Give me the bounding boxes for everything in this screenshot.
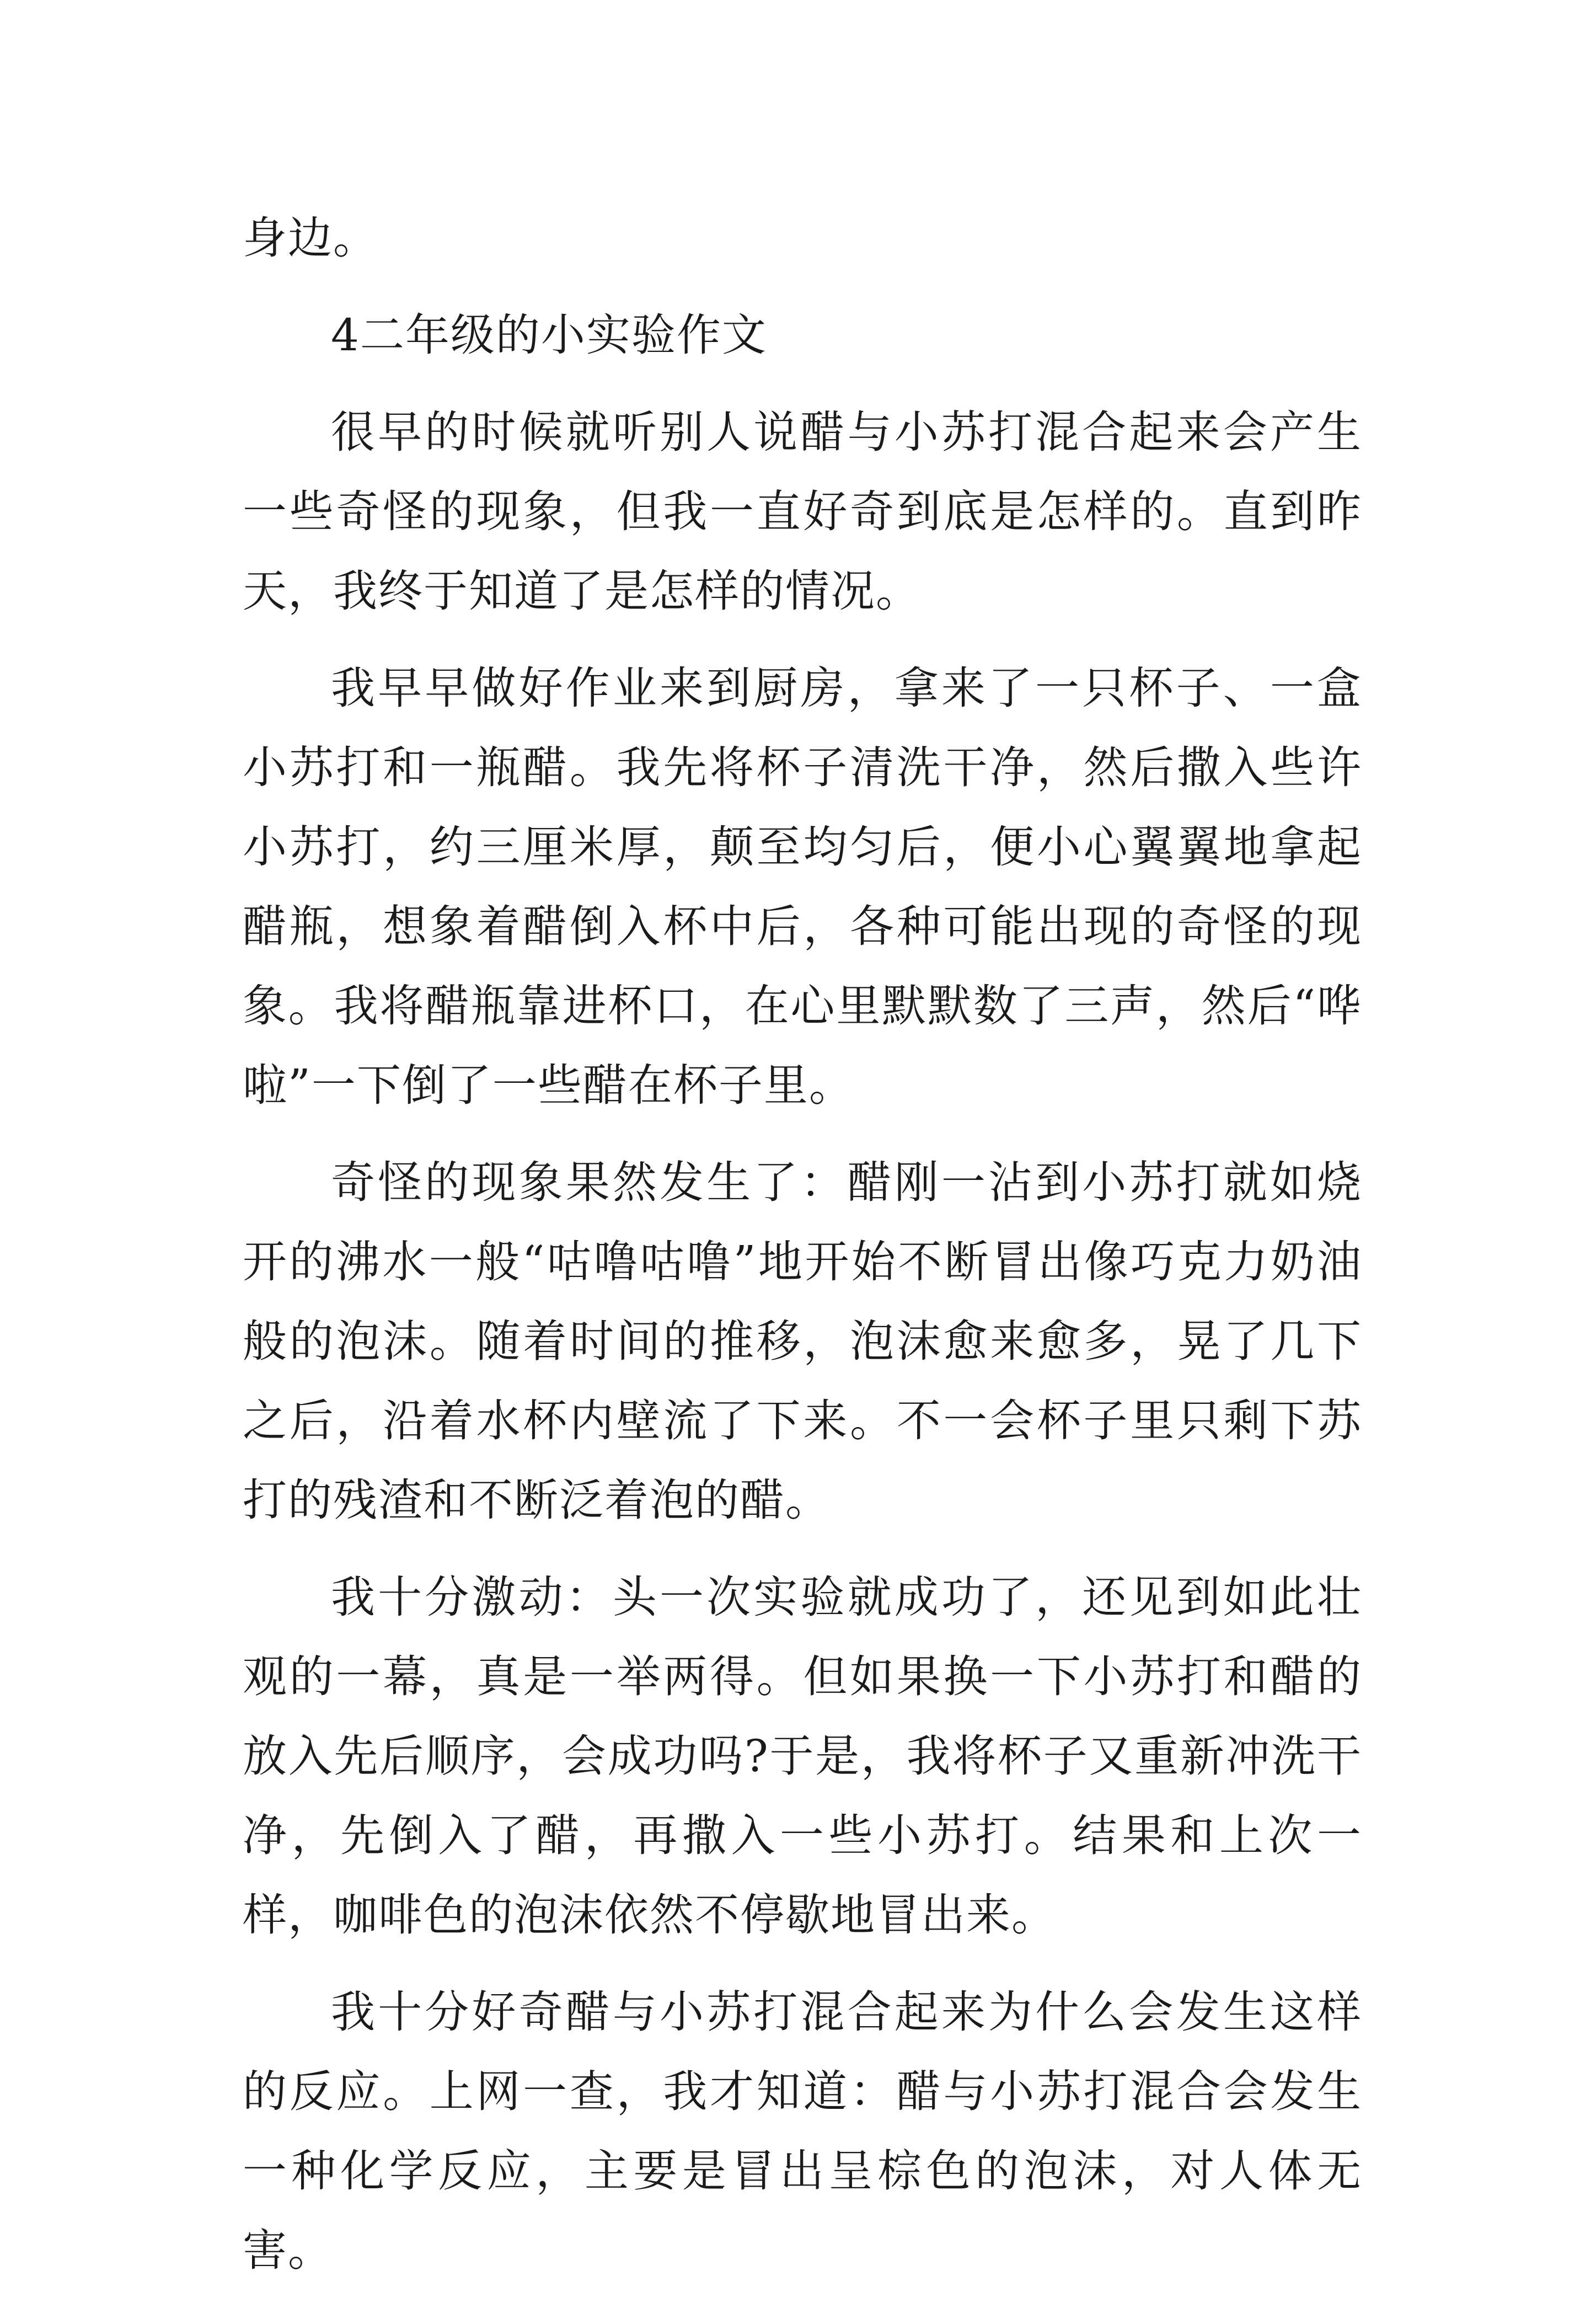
paragraph-4: 我十分激动：头一次实验就成功了，还见到如此壮观的一幕，真是一举两得。但如果换一下小苏打和醋的放入先后顺序，会成功吗?于是，我将杯子又重新冲洗干净，先倒入了醋，再撒入一些小苏打。结果和上次一样，咖啡色的泡沫依然不停歇地冒出来。	[243, 1572, 1362, 1941]
fragment-line: 身边。	[243, 212, 378, 264]
paragraph-2: 我早早做好作业来到厨房，拿来了一只杯子、一盒小苏打和一瓶醋。我先将杯子清洗干净，然后撒入些许小苏打，约三厘米厚，颠至均匀后，便小心翼翼地拿起醋瓶，想象着醋倒入杯中后，各种可能出现的奇怪的现象。我将醋瓶靠进杯口，在心里默默数了三声，然后“哗啦”一下倒了一些醋在杯子里。	[243, 663, 1362, 1111]
paragraph-3: 奇怪的现象果然发生了：醋刚一沾到小苏打就如烧开的沸水一般“咕噜咕噜”地开始不断冒出像巧克力奶油般的泡沫。随着时间的推移，泡沫愈来愈多，晃了几下之后，沿着水杯内壁流了下来。不一会杯子里只剩下苏打的残渣和不断泛着泡的醋。	[243, 1157, 1362, 1526]
paragraph-5: 我十分好奇醋与小苏打混合起来为什么会发生这样的反应。上网一查，我才知道：醋与小苏打混合会发生一种化学反应，主要是冒出呈棕色的泡沫，对人体无害。	[243, 1986, 1362, 2276]
paragraph-1: 很早的时候就听别人说醋与小苏打混合起来会产生一些奇怪的现象，但我一直好奇到底是怎样的。直到昨天，我终于知道了是怎样的情况。	[243, 407, 1362, 617]
essay-heading: 4二年级的小实验作文	[331, 309, 767, 361]
document-body	[243, 199, 1362, 2308]
